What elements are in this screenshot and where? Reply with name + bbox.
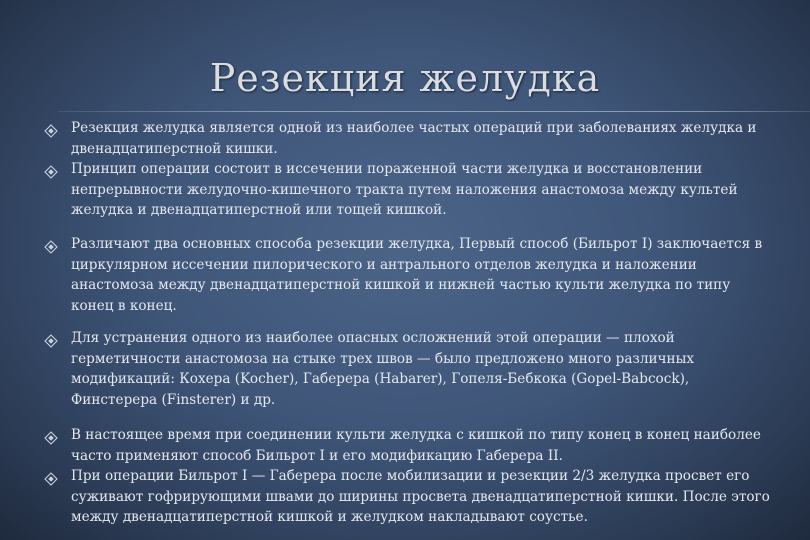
bullet-text: В настоящее время при соединении культи желудка с кишкой по типу конец в конец наиболее часто применяют способ Бильрот I и его модификацию Габерера II. [71, 427, 761, 464]
diamond-bullet-icon [44, 431, 58, 445]
diamond-bullet-icon [44, 240, 58, 254]
bullet-text: Резекция желудка является одной из наиболее частых операций при заболеваниях желудка и двенадцатиперстной кишки. [71, 120, 757, 157]
diamond-bullet-icon [44, 124, 58, 138]
bullet-text: При операции Бильрот I — Габерера после мобилизации и резекции 2/3 желудка просвет его суживают гофрирующими швами до ширины просвета двенадцатиперстной кишки. После этого между двенадцатиперстной кишкой и желудком накладывают соустье. [71, 468, 770, 525]
bullet-text: Различают два основных способа резекции желудка, Первый способ (Бильрот I) заключается в циркулярном иссечении пилорического и антрального отделов желудка и наложении анастомоза между двенадцатиперстной кишкой и нижней частью культи желудка по типу конец в конец. [71, 236, 763, 314]
bullet-text: Для устранения одного из наиболее опасных осложнений этой операции — плохой герметичности анастомоза на стыке трех швов — было предложено много различных модификаций: Кохера (Kocher), Габерера (Habarer), Гопеля-Бебкока (Gopel-Babcock), Финстерера (Finsterer) и др. [71, 330, 695, 408]
diamond-bullet-icon [44, 472, 58, 486]
diamond-bullet-icon [44, 165, 58, 179]
diamond-bullet-icon [44, 334, 58, 348]
bullet-text: Принцип операции состоит в иссечении пораженной части желудка и восстановлении непрерывности желудочно-кишечного тракта путем наложения анастомоза между культей желудка и двенадцатиперстной или тощей кишкой. [71, 161, 738, 218]
slide-title: Резекция желудка [209, 56, 601, 100]
